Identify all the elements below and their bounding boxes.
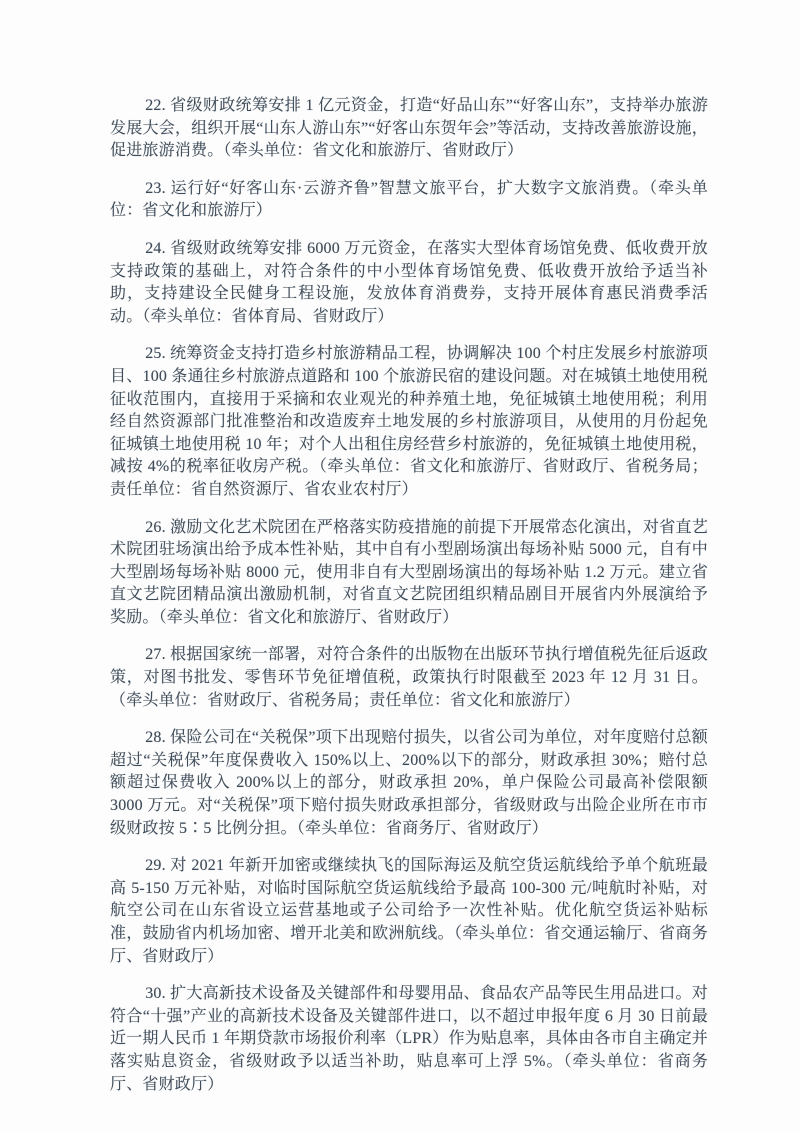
policy-item-29: 29. 对 2021 年新开加密或继续执飞的国际海运及航空货运航线给予单个航班最高 5-150 万元补贴，对临时国际航空货运航线给予最高 100-300 元/吨航时补贴，对航空公司在山东省设立运营基地或子公司给予一次性补贴。优化航空货运补贴标准，鼓励省内机场加密、增开北美和欧洲航线。（牵头单位：省交通运输厅、省商务厅、省财政厅） bbox=[110, 857, 708, 965]
policy-item-27: 27. 根据国家统一部署，对符合条件的出版物在出版环节执行增值税先征后返政策，对图书批发、零售环节免征增值税，政策执行时限截至 2023 年 12 月 31 日。（牵头单位：省财政厅、省税务局；责任单位：省文化和旅游厅） bbox=[110, 646, 708, 709]
policy-item-23: 23. 运行好“好客山东·云游齐鲁”智慧文旅平台，扩大数字文旅消费。（牵头单位：省文化和旅游厅） bbox=[110, 179, 708, 220]
policy-item-26: 26. 激励文化艺术院团在严格落实防疫措施的前提下开展常态化演出，对省直艺术院团驻场演出给予成本性补贴，其中自有小型剧场演出每场补贴 5000 元，自有中大型剧场每场补贴 8000 元，使用非自有大型剧场演出的每场补贴 1.2 万元。建立省直文艺院团精品演出激励机制，对省直文艺院团组织精品剧目开展省内外展演给予奖励。（牵头单位：省文化和旅游厅、省财政厅） bbox=[110, 518, 708, 626]
policy-item-30: 30. 扩大高新技术设备及关键部件和母婴用品、食品农产品等民生用品进口。对符合“十强”产业的高新技术设备及关键部件进口，以不超过申报年度 6 月 30 日前最近一期人民币 1 年期贷款市场报价利率（LPR）作为贴息率，具体由各市自主确定并落实贴息资金，省级财政予以适当补助，贴息率可上浮 5%。（牵头单位：省商务厅、省财政厅） bbox=[110, 985, 708, 1093]
policy-item-22: 22. 省级财政统筹安排 1 亿元资金，打造“好品山东”“好客山东”，支持举办旅游发展大会，组织开展“山东人游山东”“好客山东贺年会”等活动，支持改善旅游设施，促进旅游消费。（牵头单位：省文化和旅游厅、省财政厅） bbox=[110, 97, 708, 160]
policy-item-25: 25. 统筹资金支持打造乡村旅游精品工程，协调解决 100 个村庄发展乡村旅游项目、100 条通往乡村旅游点道路和 100 个旅游民宿的建设问题。对在城镇土地使用税征收范围内，直接用于采摘和农业观光的种养殖土地，免征城镇土地使用税；利用经自然资源部门批准整治和改造废弃土地发展的乡村旅游项目，从使用的月份起免征城镇土地使用税 10 年；对个人出租住房经营乡村旅游的，免征城镇土地使用税，减按 4%的税率征收房产税。（牵头单位：省文化和旅游厅、省财政厅、省税务局；责任单位：省自然资源厅、省农业农村厅） bbox=[110, 345, 708, 498]
policy-item-28: 28. 保险公司在“关税保”项下出现赔付损失，以省公司为单位，对年度赔付总额超过“关税保”年度保费收入 150%以上、200%以下的部分，财政承担 30%；赔付总额超过保费收入 200%以上的部分，财政承担 20%，单户保险公司最高补偿限额 3000 万元。对“关税保”项下赔付损失财政承担部分，省级财政与出险企业所在市市级财政按 5∶5 比例分担。（牵头单位：省商务厅、省财政厅） bbox=[110, 729, 708, 837]
policy-item-24: 24. 省级财政统筹安排 6000 万元资金，在落实大型体育场馆免费、低收费开放支持政策的基础上，对符合条件的中小型体育场馆免费、低收费开放给予适当补助，支持建设全民健身工程设施，发放体育消费券，支持开展体育惠民消费季活动。（牵头单位：省体育局、省财政厅） bbox=[110, 239, 708, 325]
document-body bbox=[110, 95, 708, 1096]
